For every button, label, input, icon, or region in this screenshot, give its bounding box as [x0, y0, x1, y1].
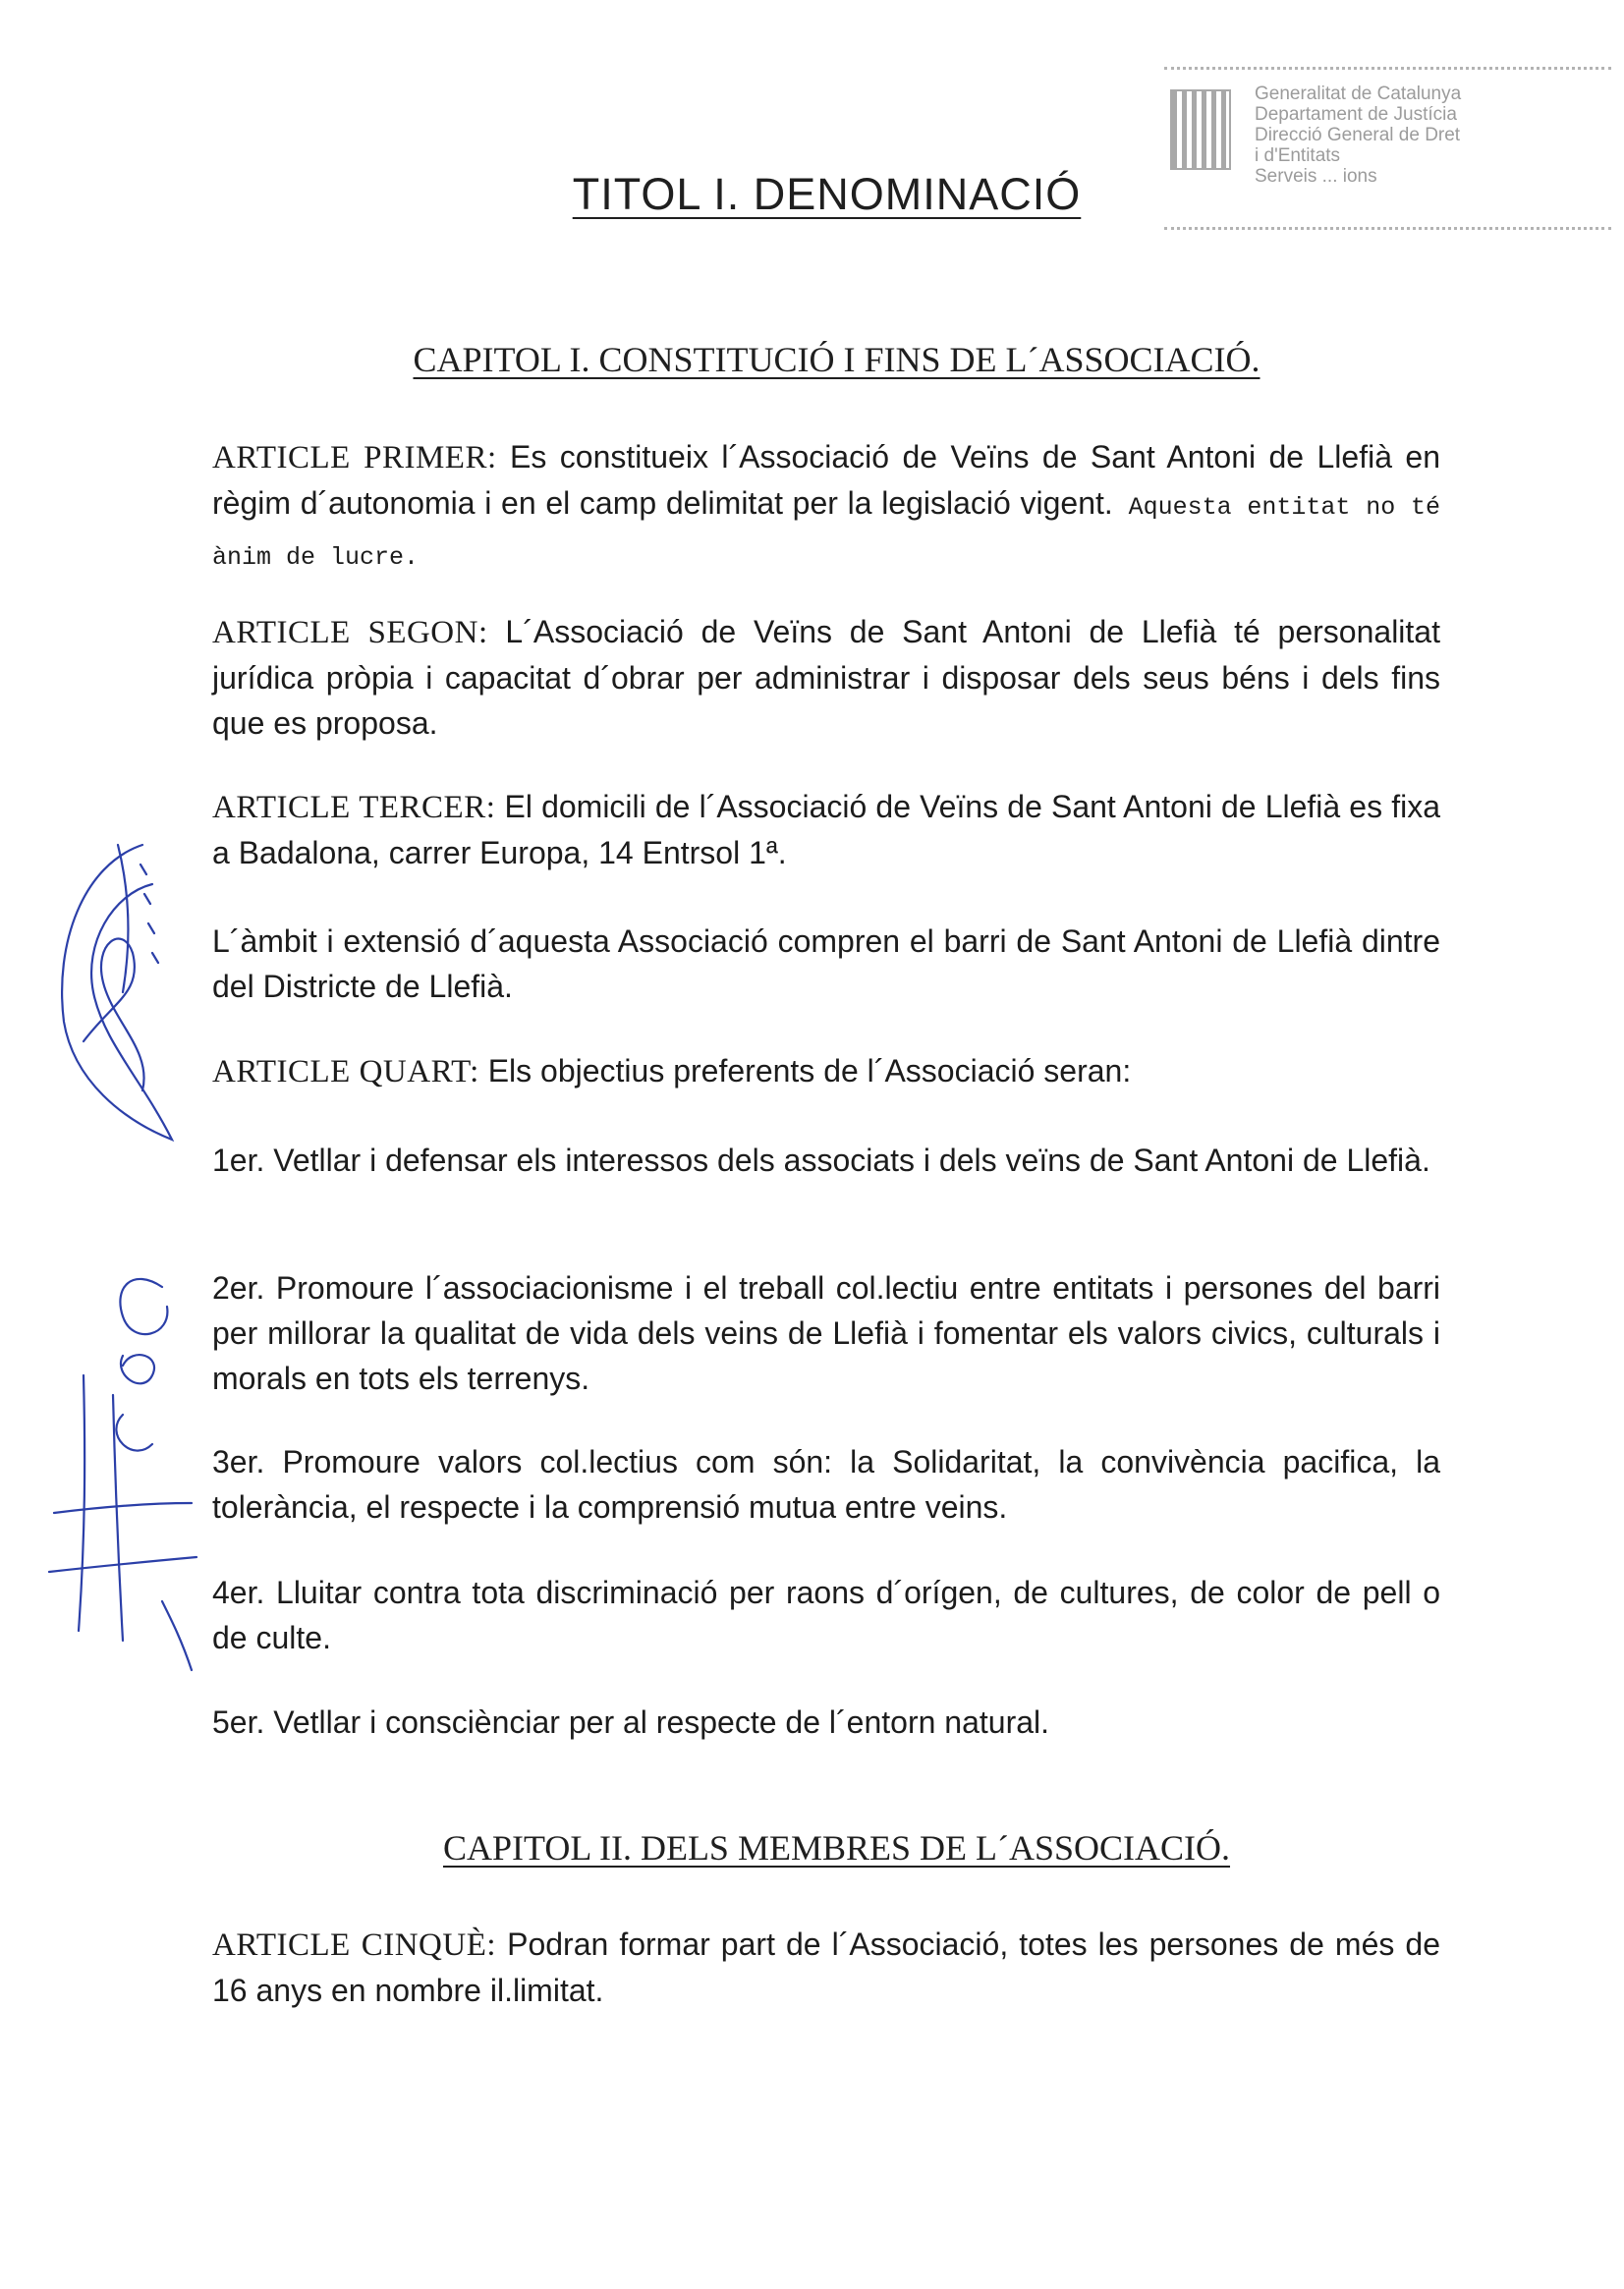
- catalan-shield-icon: [1170, 89, 1231, 170]
- signature-stroke: [118, 845, 128, 992]
- scope-paragraph: L´àmbit i extensió d´aquesta Associació compren el barri de Sant Antoni de Llefià dintre del Districte de Llefià.: [212, 923, 1440, 1004]
- article-label: ARTICLE CINQUÈ:: [212, 1927, 497, 1963]
- signature-stroke: [62, 845, 172, 1140]
- signature-stroke: [113, 1395, 123, 1641]
- stamp-line: Direcció General de Dret: [1255, 125, 1461, 145]
- article-label: ARTICLE SEGON:: [212, 615, 488, 650]
- article-5: [212, 1922, 1440, 2013]
- stamp-line: Serveis ... ions: [1255, 166, 1377, 187]
- article-text: Els objectius preferents de l´Associació seran:: [478, 1053, 1132, 1089]
- chapter-2-heading: CAPITOL II. DELS MEMBRES DE L´ASSOCIACIÓ.: [442, 1828, 1231, 1868]
- article-2: [212, 609, 1440, 746]
- article-label: ARTICLE QUART:: [212, 1054, 479, 1089]
- objective-item: 4er. Lluitar contra tota discriminació per raons d´orígen, de cultures, de color de pell o de culte.: [212, 1575, 1440, 1655]
- article-3: [212, 784, 1440, 875]
- signature-stroke: [79, 1375, 84, 1631]
- objective-item: 2er. Promoure l´associacionisme i el treball col.lectiu entre entitats i persones del barri per millorar la qualitat de vida dels veins de Llefià i fomentar els valors civics, culturals i morals en tots els terrenys.: [212, 1270, 1440, 1396]
- article-label: ARTICLE TERCER:: [212, 790, 496, 825]
- article-addendum: Aquesta entitat no té ànim de lucre.: [212, 493, 1440, 572]
- signature-stroke: [120, 1279, 167, 1334]
- handwritten-signatures: [25, 825, 201, 1690]
- signature-stroke: [121, 1355, 154, 1383]
- article-1: [212, 434, 1440, 581]
- article-label: ARTICLE PRIMER:: [212, 440, 497, 475]
- signature-stroke: [162, 1601, 192, 1670]
- article-4: [212, 1048, 1440, 1094]
- objective-item: 5er. Vetllar i consciènciar per al respecte de l´entorn natural.: [212, 1704, 1050, 1740]
- article-text: Es constitueix l´Associació de Veïns de Sant Antoni de Llefià en règim d´autonomia i en el camp delimitat per la legislació vigent.: [212, 439, 1440, 521]
- objective-item: 1er. Vetllar i defensar els interessos dels associats i dels veïns de Sant Antoni de Llefià.: [212, 1143, 1430, 1178]
- article-text: Podran formar part de l´Associació, totes les persones de més de 16 anys en nombre il.limitat.: [212, 1926, 1441, 2008]
- objective-item: 3er. Promoure valors col.lectius com són: la Solidaritat, la convivència pacifica, la tolerància, el respecte i la comprensió mutua entre veins.: [212, 1444, 1440, 1525]
- article-text: El domicili de l´Associació de Veïns de Sant Antoni de Llefià es fixa a Badalona, carrer Europa, 14 Entrsol 1ª.: [212, 789, 1440, 870]
- stamp-line: Departament de Justícia: [1255, 104, 1457, 125]
- stamp-line: i d'Entitats: [1255, 145, 1341, 166]
- document-title: TITOL I. DENOMINACIÓ: [572, 169, 1082, 219]
- stamp-line: Generalitat de Catalunya: [1255, 84, 1462, 104]
- signature-stroke: [116, 1415, 152, 1451]
- chapter-1-heading: CAPITOL I. CONSTITUCIÓ I FINS DE L´ASSOCIACIÓ.: [413, 340, 1260, 379]
- signature-stroke: [49, 1557, 196, 1572]
- signature-stroke: [140, 865, 158, 963]
- article-text: L´Associació de Veïns de Sant Antoni de Llefià té personalitat jurídica pròpia i capacitat d´obrar per administrar i disposar dels seus béns i dels fins que es proposa.: [212, 614, 1440, 741]
- signature-stroke: [54, 1503, 192, 1513]
